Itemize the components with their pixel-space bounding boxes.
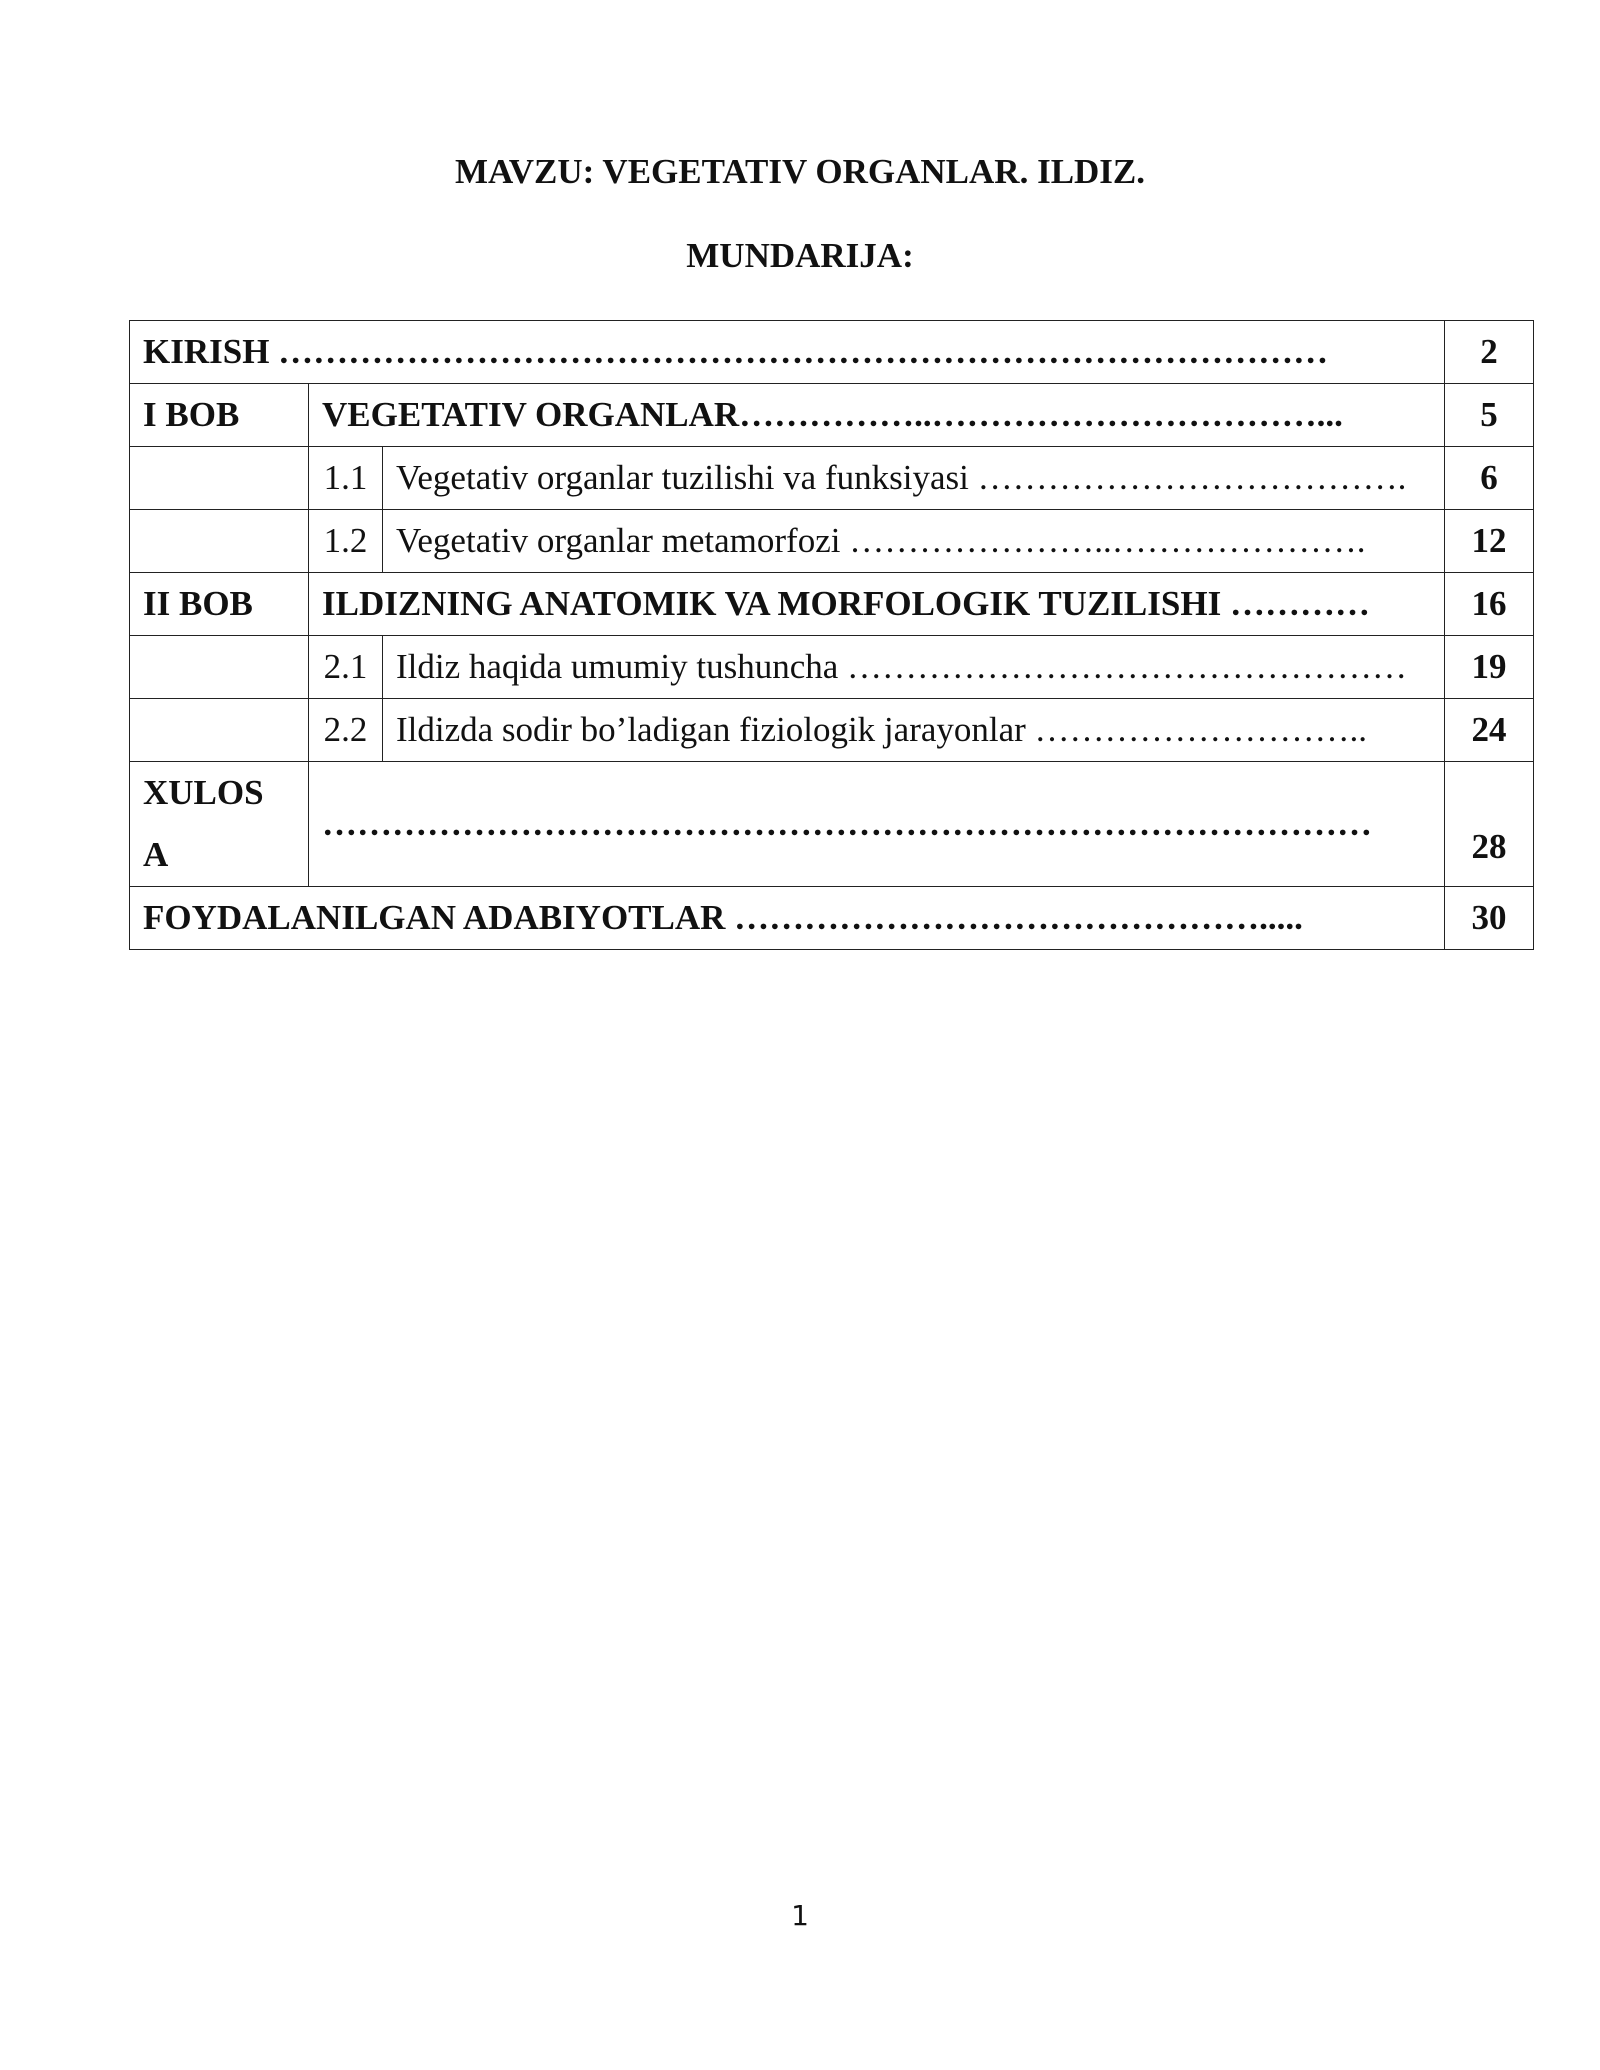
toc-empty-cell (130, 510, 309, 573)
toc-xulosa-line-2: A (143, 835, 169, 874)
toc-section-number-2-2: 2.2 (309, 699, 383, 762)
toc-empty-cell (130, 636, 309, 699)
toc-page-2-2: 24 (1445, 699, 1534, 762)
toc-section-title-1-1: Vegetativ organlar tuzilishi va funksiyasi ………………………………. (383, 447, 1445, 510)
toc-page-kirish: 2 (1445, 321, 1534, 384)
toc-xulosa-dots: ……………………………………………………………………………… (309, 762, 1445, 887)
toc-entry-xulosa (130, 762, 309, 887)
toc-section-number-1-2: 1.2 (309, 510, 383, 573)
toc-chapter-title-2: ILDIZNING ANATOMIK VA MORFOLOGIK TUZILISHI ………… (309, 573, 1445, 636)
toc-section-title-2-2: Ildizda sodir bo’ladigan fiziologik jarayonlar ……………………….. (383, 699, 1445, 762)
toc-page-1-2: 12 (1445, 510, 1534, 573)
toc-entry-adabiyotlar: FOYDALANILGAN ADABIYOTLAR ………………………………………..... (130, 887, 1445, 950)
toc-section-title-2-1: Ildiz haqida umumiy tushuncha ………………………………………… (383, 636, 1445, 699)
toc-heading: MUNDARIJA: (686, 236, 914, 275)
toc-row-section-2-1 (130, 636, 1534, 699)
toc-page-xulosa: 28 (1445, 762, 1534, 887)
toc-row-adabiyotlar (130, 887, 1534, 950)
toc-entry-kirish: KIRISH ……………………………………………………………………………… (130, 321, 1445, 384)
toc-chapter-label-1: I BOB (130, 384, 309, 447)
toc-row-bob1 (130, 384, 1534, 447)
toc-chapter-label-2: II BOB (130, 573, 309, 636)
toc-chapter-title-1: VEGETATIV ORGANLAR……………..……………………………... (309, 384, 1445, 447)
footer-page-number: 1 (791, 1899, 809, 1932)
toc-empty-cell (130, 699, 309, 762)
toc-page-1-1: 6 (1445, 447, 1534, 510)
toc-section-title-1-2: Vegetativ organlar metamorfozi …………………..…………………. (383, 510, 1445, 573)
toc-page-bob1: 5 (1445, 384, 1534, 447)
toc-page-2-1: 19 (1445, 636, 1534, 699)
toc-xulosa-line-1: XULOS (143, 773, 264, 812)
toc-section-number-2-1: 2.1 (309, 636, 383, 699)
toc-row-bob2 (130, 573, 1534, 636)
toc-row-section-2-2 (130, 699, 1534, 762)
toc-section-number-1-1: 1.1 (309, 447, 383, 510)
toc-row-xulosa (130, 762, 1534, 887)
toc-row-section-1-2 (130, 510, 1534, 573)
toc-row-section-1-1 (130, 447, 1534, 510)
toc-row-kirish (130, 321, 1534, 384)
toc-page-adabiyotlar: 30 (1445, 887, 1534, 950)
toc-page-bob2: 16 (1445, 573, 1534, 636)
page-title: MAVZU: VEGETATIV ORGANLAR. ILDIZ. (454, 152, 1146, 191)
table-of-contents (129, 320, 1534, 950)
toc-empty-cell (130, 447, 309, 510)
